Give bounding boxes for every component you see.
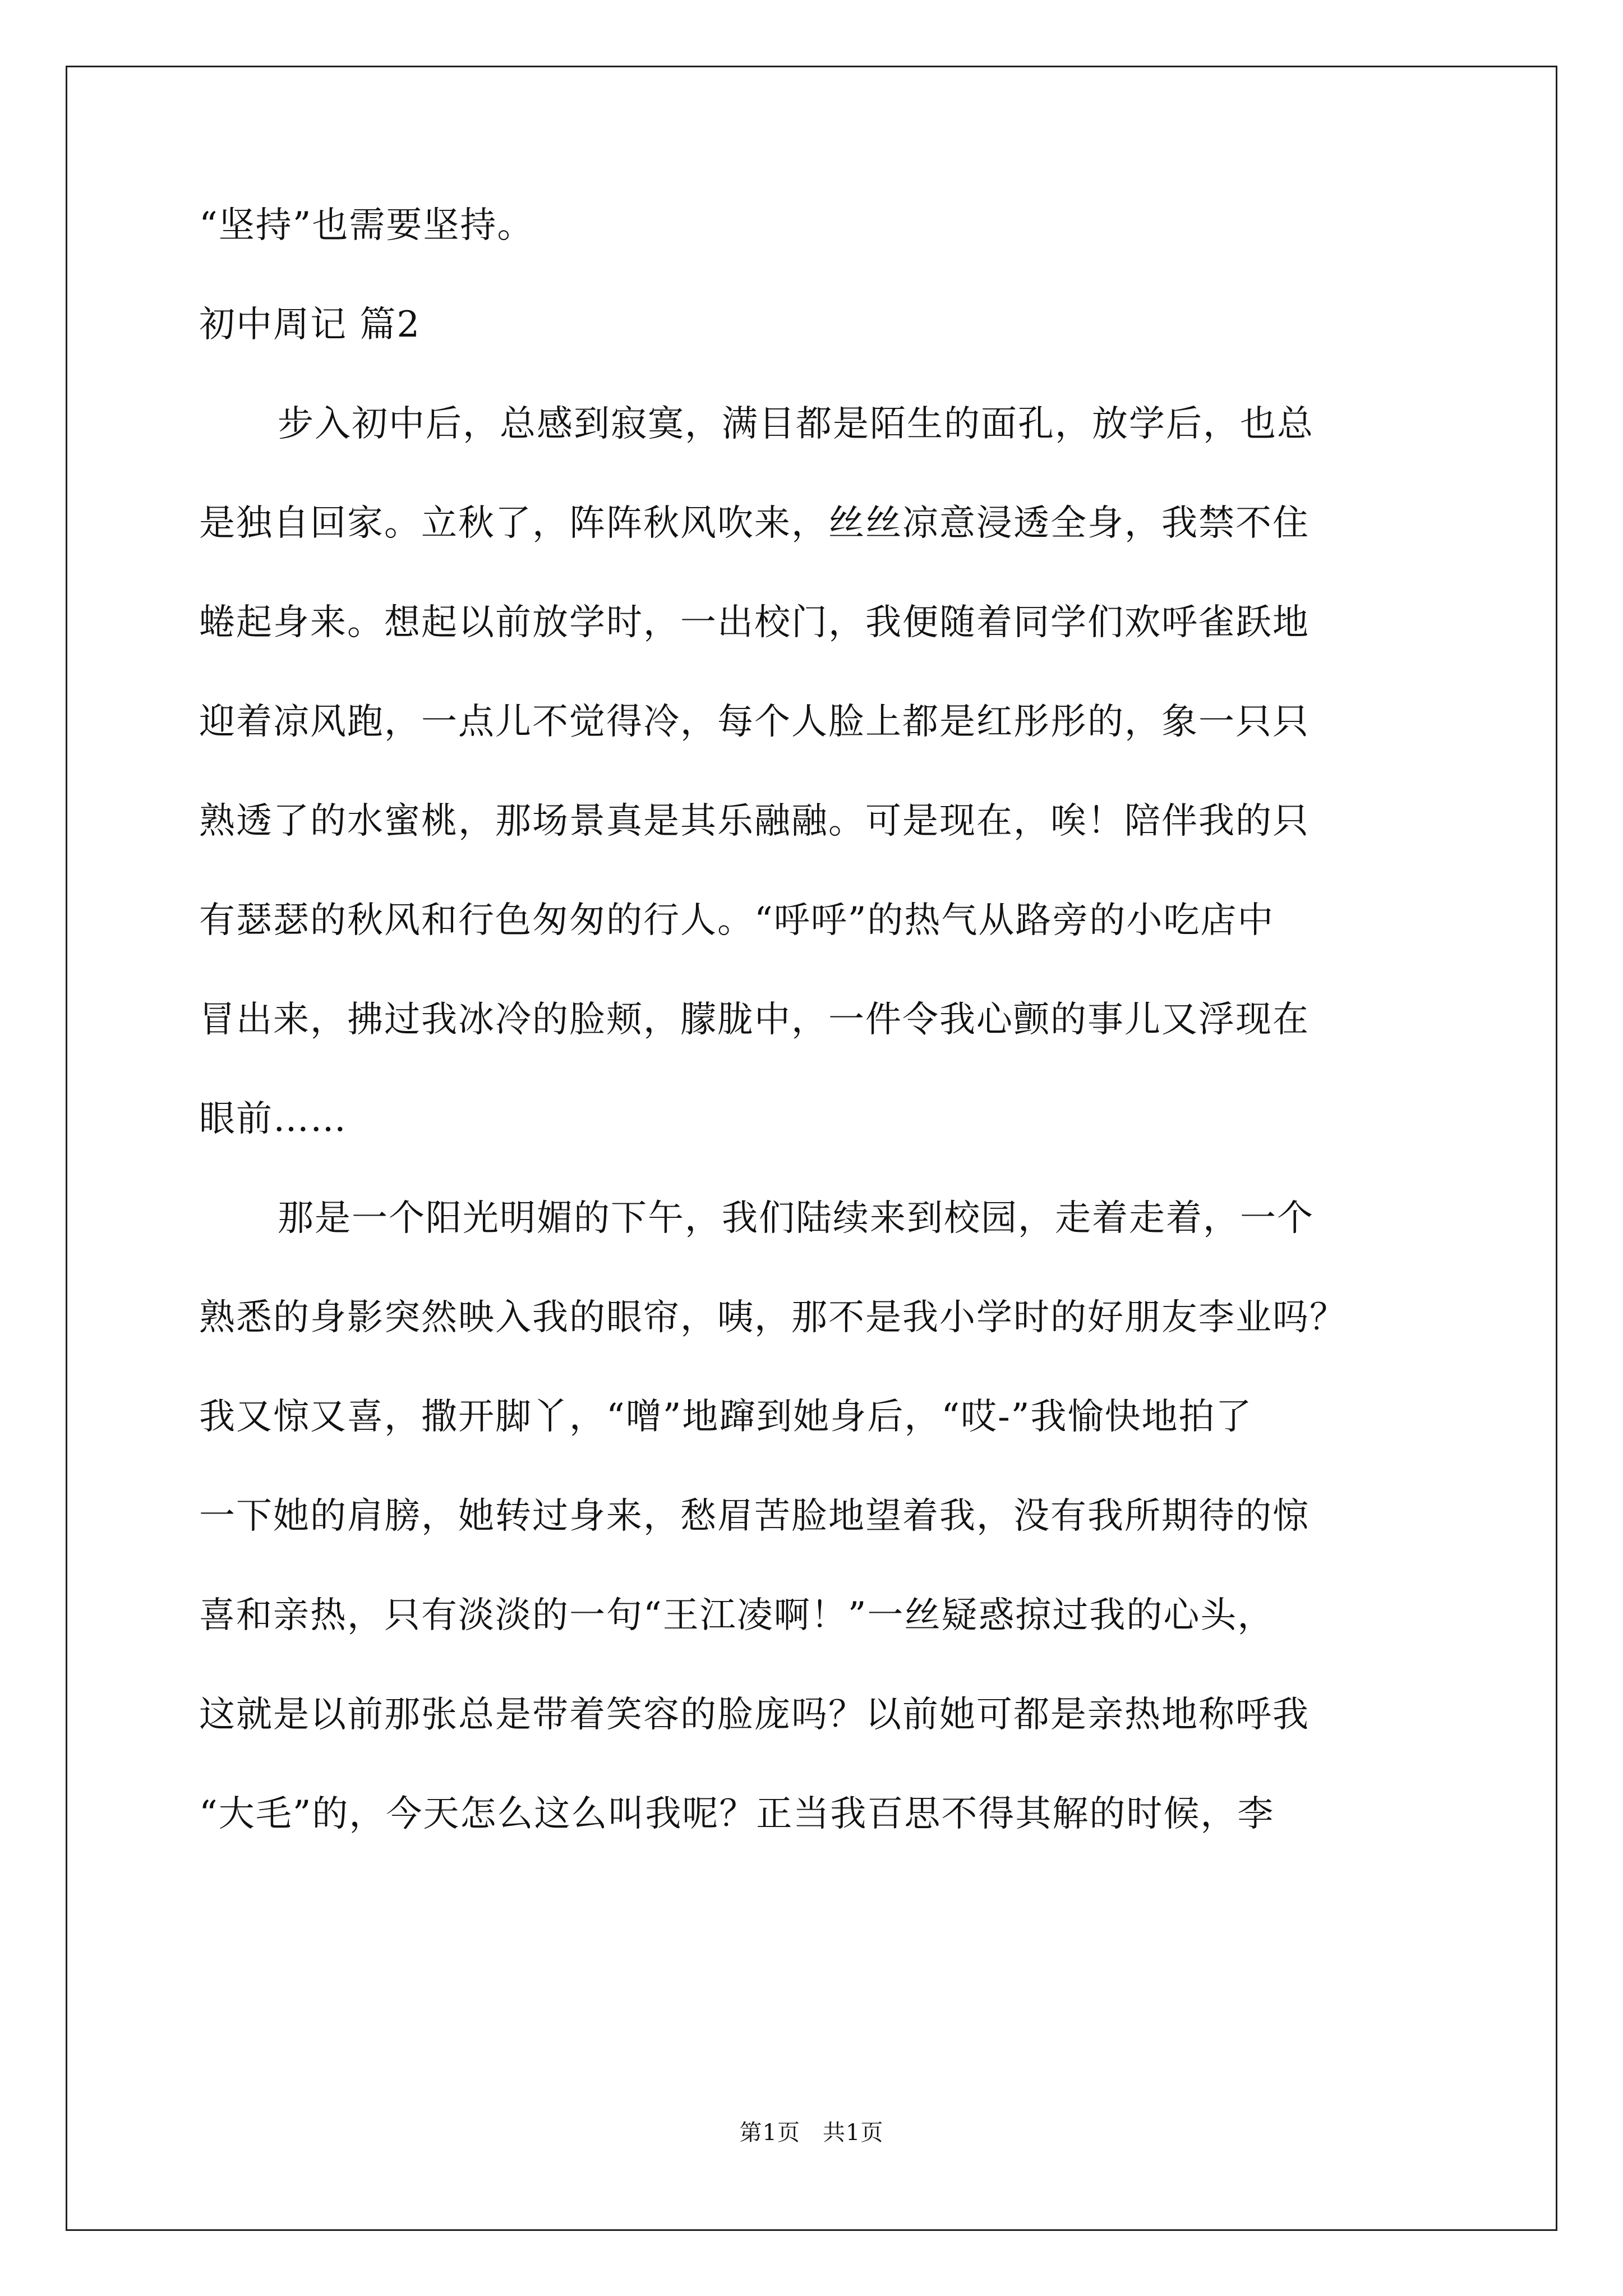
page-footer xyxy=(0,2122,1623,2144)
text-line: 眼前…… xyxy=(199,1098,347,1140)
text-line: 冒出来，拂过我冰冷的脸颊，朦胧中，一件令我心颤的事儿又浮现在 xyxy=(199,999,1310,1041)
document-body xyxy=(199,205,1433,1895)
text-line: 熟悉的身影突然映入我的眼帘，咦，那不是我小学时的好朋友李业吗？ xyxy=(199,1297,1347,1338)
text-line: 迎着凉风跑，一点儿不觉得冷，每个人脸上都是红彤彤的，象一只只 xyxy=(199,701,1310,743)
text-line: 有瑟瑟的秋风和行色匆匆的行人。“呼呼”的热气从路旁的小吃店中 xyxy=(199,900,1275,941)
section-heading: 初中周记 篇2 xyxy=(199,304,421,346)
text-line: 那是一个阳光明媚的下午，我们陆续来到校园，走着走着，一个 xyxy=(278,1198,1314,1239)
text-line: 这就是以前那张总是带着笑容的脸庞吗？以前她可都是亲热地称呼我 xyxy=(199,1694,1310,1736)
text-line: 熟透了的水蜜桃，那场景真是其乐融融。可是现在，唉！陪伴我的只 xyxy=(199,800,1310,842)
page-number: 第1页 xyxy=(739,2120,800,2146)
text-line: 一下她的肩膀，她转过身来，愁眉苦脸地望着我，没有我所期待的惊 xyxy=(199,1496,1310,1537)
text-line: 是独自回家。立秋了，阵阵秋风吹来，丝丝凉意浸透全身，我禁不住 xyxy=(199,503,1310,544)
text-line: “坚持”也需要坚持。 xyxy=(199,205,534,246)
text-line: 喜和亲热，只有淡淡的一句“王江凌啊！”一丝疑惑掠过我的心头， xyxy=(199,1595,1275,1636)
text-line: 蜷起身来。想起以前放学时，一出校门，我便随着同学们欢呼雀跃地 xyxy=(199,602,1310,643)
text-line: 步入初中后，总感到寂寞，满目都是陌生的面孔，放学后，也总 xyxy=(278,403,1314,445)
page-total: 共1页 xyxy=(823,2120,884,2146)
text-line: 我又惊又喜，撒开脚丫，“噌”地蹿到她身后，“哎-”我愉快地拍了 xyxy=(199,1396,1253,1438)
text-line: “大毛”的，今天怎么这么叫我呢？正当我百思不得其解的时候，李 xyxy=(199,1793,1275,1835)
